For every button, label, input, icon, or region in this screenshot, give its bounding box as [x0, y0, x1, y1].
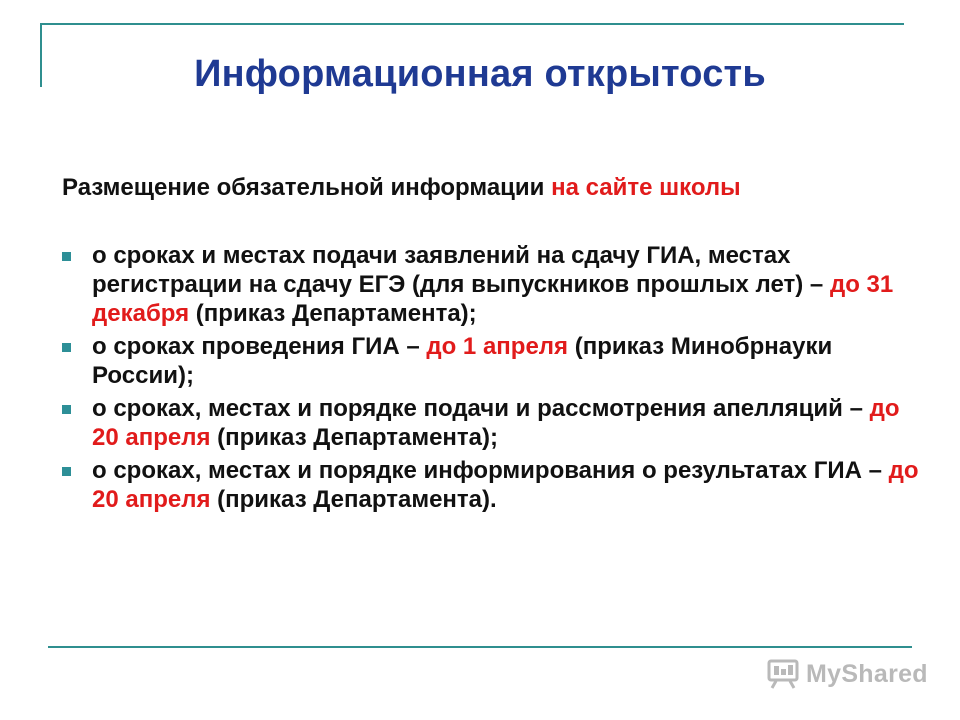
bullet-text: о сроках и местах подачи заявлений на сдачу ГИА, местах регистрации на сдачу ЕГЭ (для выпускников прошлых лет) –	[92, 242, 830, 298]
bullet-source: (приказ Минобрнауки России);	[92, 333, 833, 389]
bullet-item	[62, 456, 922, 514]
bullet-text: о сроках, местах и порядке информирования о результатах ГИА –	[92, 457, 889, 484]
bullet-item	[62, 394, 922, 452]
bullet-deadline: до 1 апреля	[426, 333, 569, 360]
slide-subtitle	[62, 174, 741, 202]
bullet-deadline: до 20 апреля	[92, 395, 900, 451]
square-bullet-icon	[62, 252, 71, 261]
square-bullet-icon	[62, 467, 71, 476]
watermark-text: MyShared	[806, 659, 928, 688]
frame-bottom-line	[48, 646, 912, 648]
bullet-item	[62, 241, 922, 328]
slide-title: Информационная открытость	[194, 53, 766, 95]
square-bullet-icon	[62, 405, 71, 414]
bullet-item	[62, 332, 922, 390]
subtitle-highlight: на сайте школы	[551, 174, 741, 201]
bullet-source: (приказ Департамента);	[210, 424, 498, 451]
frame-top-line	[40, 23, 904, 25]
bullet-text: о сроках проведения ГИА –	[92, 333, 427, 360]
bullet-text: о сроках, местах и порядке подачи и рассмотрения апелляций –	[92, 395, 870, 422]
bullet-deadline: до 20 апреля	[92, 457, 919, 513]
square-bullet-icon	[62, 343, 71, 352]
subtitle-prefix: Размещение обязательной информации	[62, 174, 552, 201]
bullet-deadline: до 31 декабря	[92, 271, 894, 327]
presentation-board-icon	[766, 657, 800, 691]
watermark-logo	[766, 654, 928, 694]
bullet-source: (приказ Департамента).	[210, 486, 497, 513]
bullet-list	[62, 241, 922, 518]
bullet-source: (приказ Департамента);	[189, 300, 477, 327]
